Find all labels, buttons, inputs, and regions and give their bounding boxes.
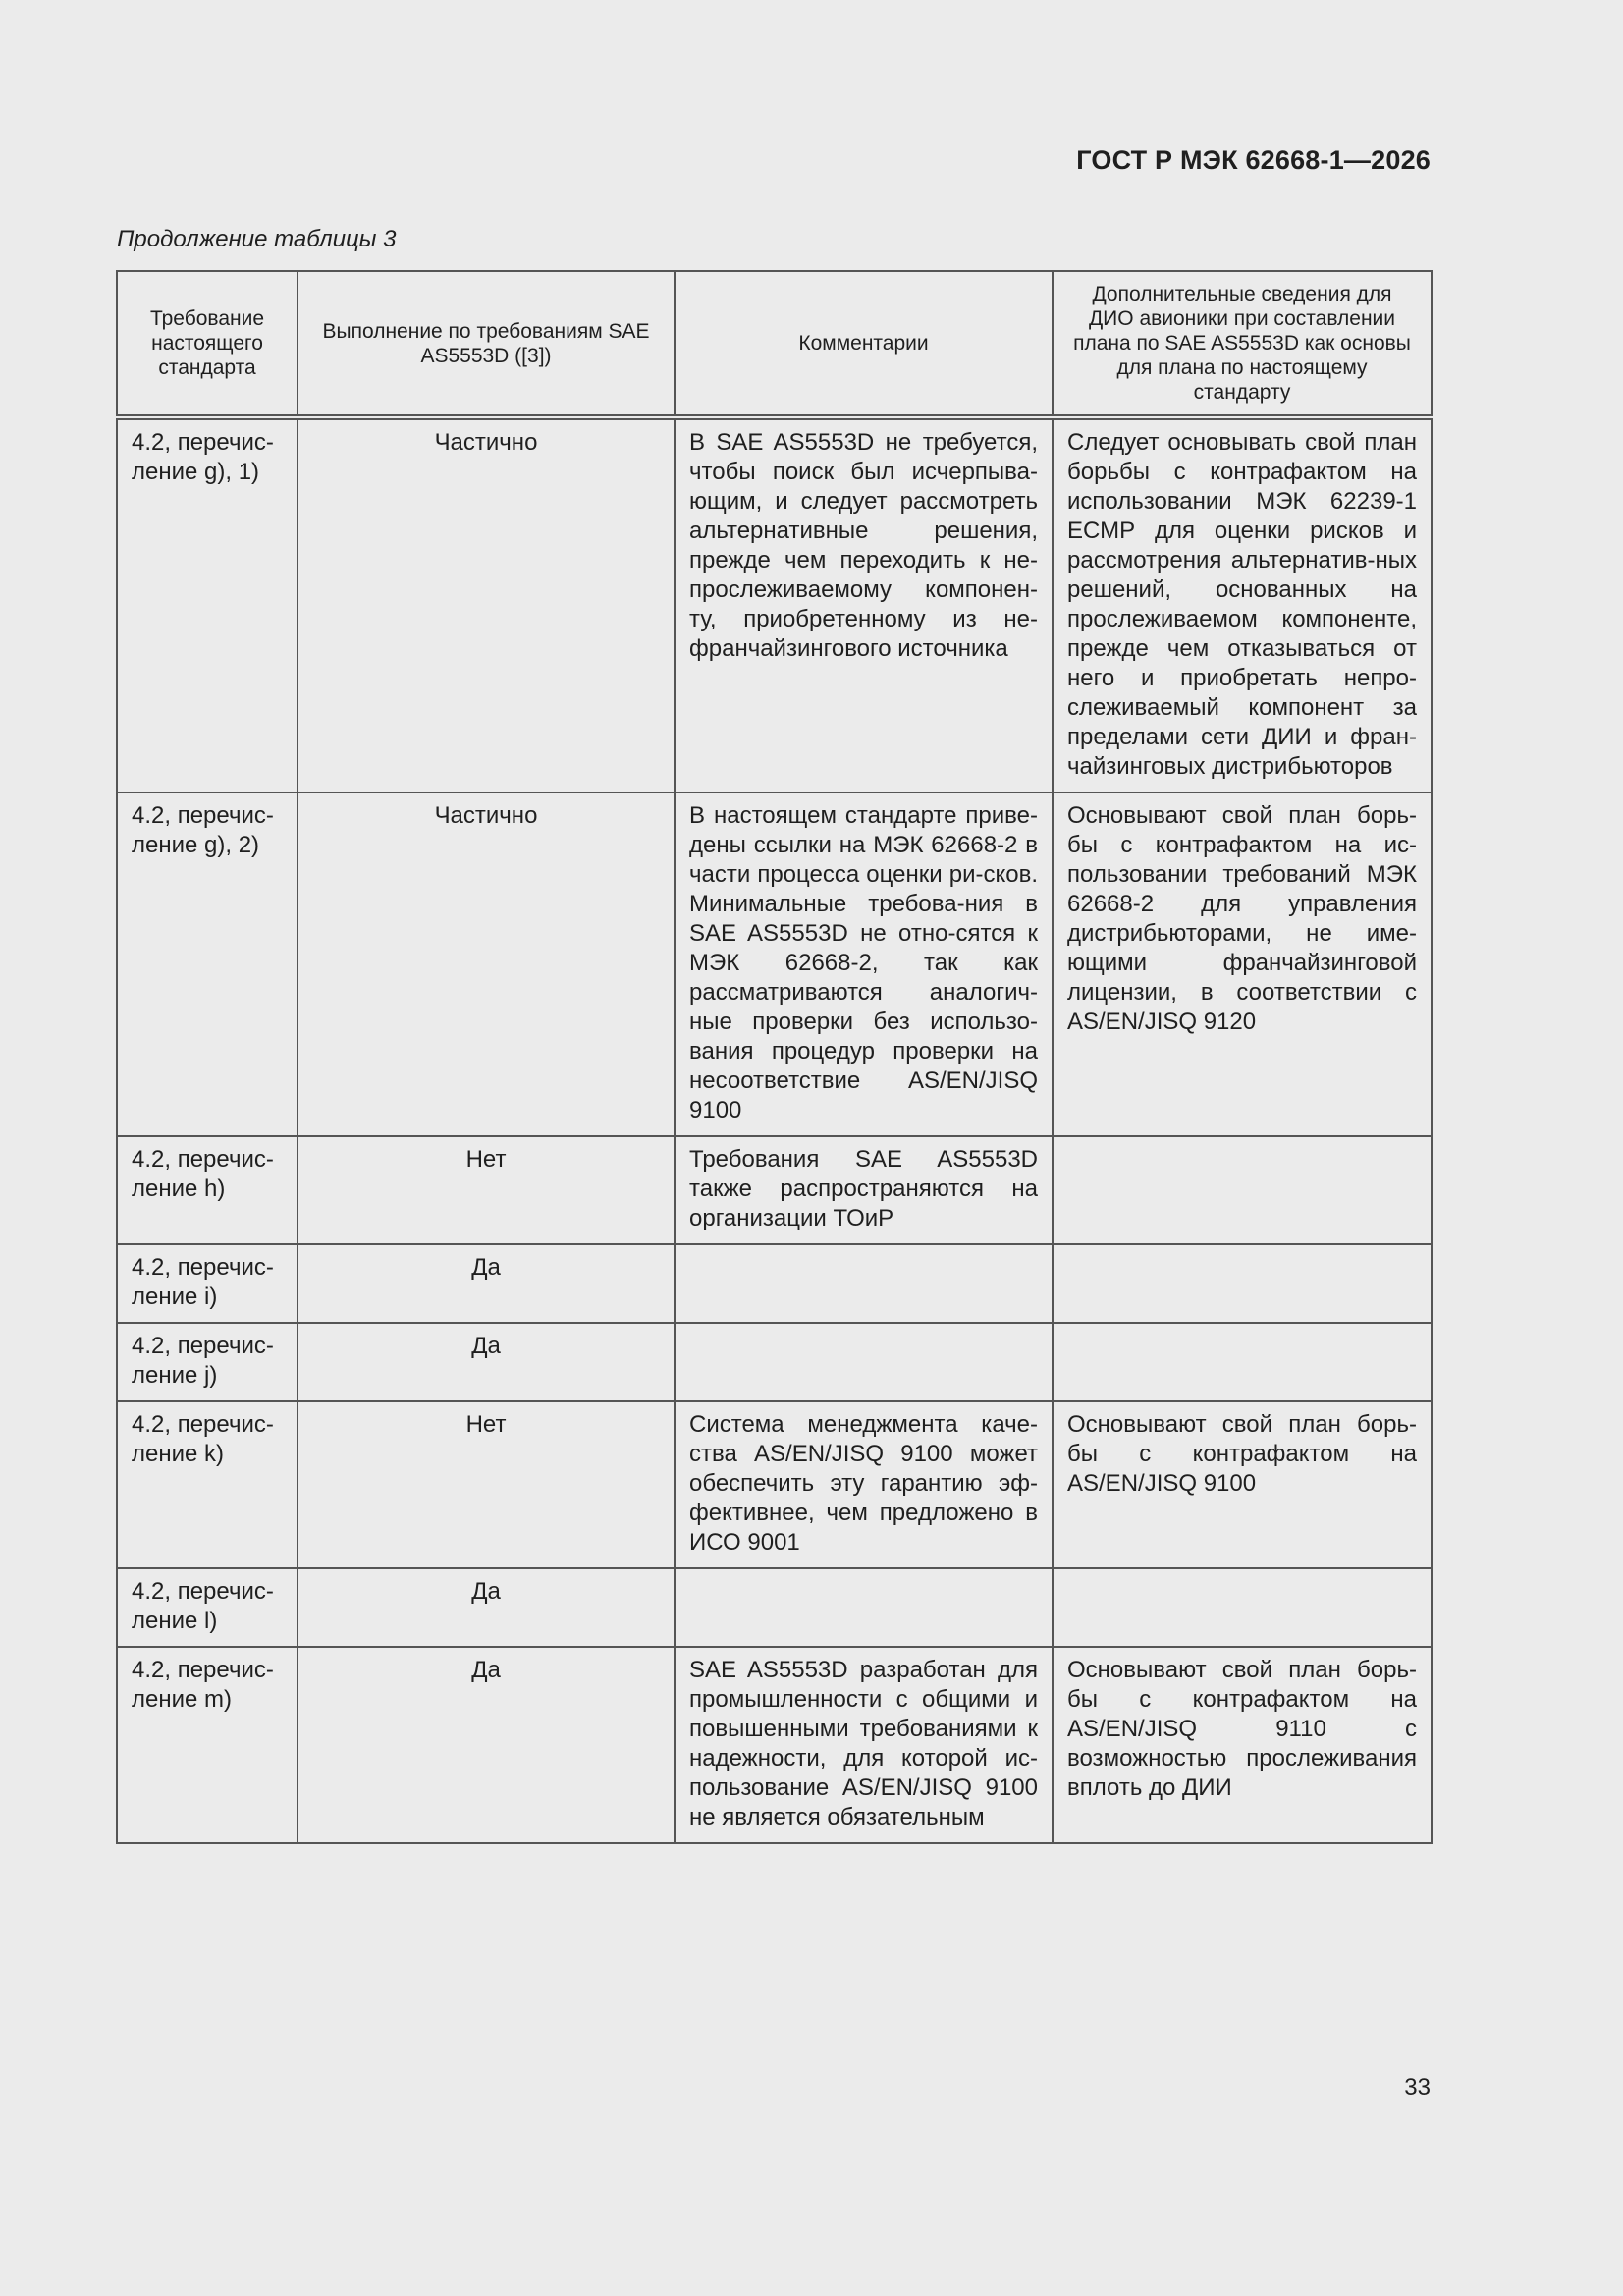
comment-cell [675, 1244, 1053, 1323]
additional-info-cell [1053, 1323, 1432, 1401]
compliance-cell: Да [298, 1244, 675, 1323]
additional-info-cell: Основывают свой план борь-бы с контрафактом на AS/EN/JISQ 9110 с возможностью прослеживания вплоть до ДИИ [1053, 1647, 1432, 1843]
compliance-cell: Частично [298, 793, 675, 1136]
table-row [117, 793, 1432, 1136]
compliance-cell: Да [298, 1323, 675, 1401]
comment-cell: В настоящем стандарте приве-дены ссылки на МЭК 62668-2 в части процесса оценки ри-сков. Минимальные требова-ния в SAE AS5553D не отно-сятся к МЭК 62668-2, так как рассматриваются аналогич-ные проверки без использо-вания процедур проверки на несоответствие AS/EN/JISQ 9100 [675, 793, 1053, 1136]
column-header-compliance: Выполнение по требованиям SAE AS5553D ([3]) [298, 271, 675, 417]
comment-cell [675, 1568, 1053, 1647]
table-row [117, 417, 1432, 793]
requirement-cell: 4.2, перечис-ление l) [117, 1568, 298, 1647]
comment-cell: В SAE AS5553D не требуется, чтобы поиск был исчерпыва-ющим, и следует рассмотреть альтернативные решения, прежде чем переходить к не-прослеживаемому компонен-ту, приобретенному из не-франчайзингового источника [675, 417, 1053, 793]
comment-cell: Требования SAE AS5553D также распространяются на организации ТОиР [675, 1136, 1053, 1244]
page-number: 33 [1404, 2074, 1431, 2101]
document-title: ГОСТ Р МЭК 62668-1—2026 [1076, 145, 1431, 175]
table-row [117, 1244, 1432, 1323]
compliance-cell: Нет [298, 1136, 675, 1244]
table-row [117, 1647, 1432, 1843]
comment-cell [675, 1323, 1053, 1401]
requirement-cell: 4.2, перечис-ление j) [117, 1323, 298, 1401]
compliance-cell: Да [298, 1647, 675, 1843]
requirement-cell: 4.2, перечис-ление g), 1) [117, 417, 298, 793]
compliance-cell: Да [298, 1568, 675, 1647]
table-row [117, 1568, 1432, 1647]
compliance-cell: Нет [298, 1401, 675, 1568]
comment-cell: SAE AS5553D разработан для промышленности с общими и повышенными требованиями к надежности, для которой ис-пользование AS/EN/JISQ 9100 не является обязательным [675, 1647, 1053, 1843]
requirement-cell: 4.2, перечис-ление h) [117, 1136, 298, 1244]
additional-info-cell: Основывают свой план борь-бы с контрафактом на ис-пользовании требований МЭК 62668-2 для управления дистрибьюторами, не име-ющими франчайзинговой лицензии, в соответствии с AS/EN/JISQ 9120 [1053, 793, 1432, 1136]
compliance-cell: Частично [298, 417, 675, 793]
requirements-table [116, 270, 1433, 1844]
additional-info-cell: Следует основывать свой план борьбы с контрафактом на использовании МЭК 62239-1 ЕСМР для оценки рисков и рассмотрения альтернатив-ных решений, основанных на прослеживаемом компоненте, прежде чем отказываться от него и приобретать непро-слеживаемый компонент за пределами сети ДИИ и фран-чайзинговых дистрибьюторов [1053, 417, 1432, 793]
column-header-comments: Комментарии [675, 271, 1053, 417]
additional-info-cell: Основывают свой план борь-бы с контрафактом на AS/EN/JISQ 9100 [1053, 1401, 1432, 1568]
column-header-additional-info: Дополнительные сведения для ДИО авионики при составлении плана по SAE AS5553D как основы для плана по настоящему стандарту [1053, 271, 1432, 417]
table-row [117, 1136, 1432, 1244]
table-caption: Продолжение таблицы 3 [117, 226, 397, 252]
table-header-row [117, 271, 1432, 417]
table-row [117, 1323, 1432, 1401]
table-row [117, 1401, 1432, 1568]
requirement-cell: 4.2, перечис-ление i) [117, 1244, 298, 1323]
column-header-requirement: Требование настоящего стандарта [117, 271, 298, 417]
additional-info-cell [1053, 1136, 1432, 1244]
requirement-cell: 4.2, перечис-ление g), 2) [117, 793, 298, 1136]
comment-cell: Система менеджмента каче-ства AS/EN/JISQ 9100 может обеспечить эту гарантию эф-фективнее, чем предложено в ИСО 9001 [675, 1401, 1053, 1568]
additional-info-cell [1053, 1568, 1432, 1647]
requirement-cell: 4.2, перечис-ление m) [117, 1647, 298, 1843]
additional-info-cell [1053, 1244, 1432, 1323]
requirement-cell: 4.2, перечис-ление k) [117, 1401, 298, 1568]
